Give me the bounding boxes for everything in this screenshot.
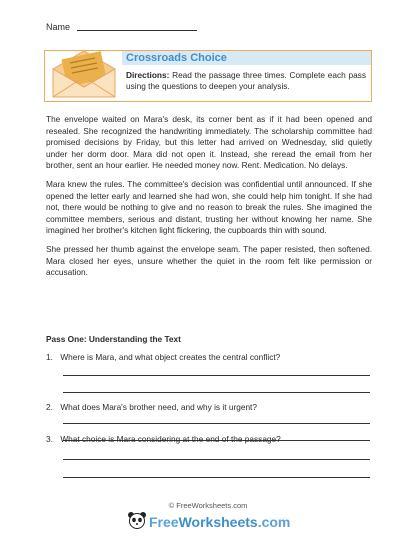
question-1: [46, 352, 376, 362]
logo-worksheets: Worksheets: [178, 513, 258, 530]
directions: [126, 70, 366, 92]
name-row: [46, 22, 197, 32]
passage-paragraph: She pressed her thumb against the envelope seam. The paper resisted, then softened. Mara closed her eyes, unsure whether the quiet in the room felt like permission or accusation.: [46, 243, 372, 278]
question-number: 1.: [46, 352, 53, 362]
passage-paragraph: Mara knew the rules. The committee's decision was confidential until announced. If she opened the letter early and learned she had won, she could help him tonight. If she had not, there would be nothing to give and no reason to break the rules. She imagined the committee members, serious and distant, trusting her without knowing her name. She imagined her brother's kitchen light flickering, the cupboards thin with sound.: [46, 178, 372, 236]
question-2: [46, 402, 376, 412]
name-label: Name: [46, 22, 71, 32]
question-text: What choice is Mara considering at the end of the passage?: [60, 434, 281, 444]
header-box: [44, 50, 372, 102]
panda-logo-icon: [127, 511, 147, 532]
answer-line[interactable]: [63, 423, 370, 424]
directions-label: Directions:: [126, 70, 170, 80]
passage: [46, 114, 372, 286]
answer-line[interactable]: [63, 459, 370, 460]
question-text: What does Mara's brother need, and why is it urgent?: [60, 402, 257, 412]
worksheet-title: Crossroads Choice: [126, 52, 227, 64]
passage-paragraph: The envelope waited on Mara's desk, its corner bent as if it had been opened and resealed. She recognized the handwriting immediately. The scholarship committee had promised decisions by Friday, but this letter had arrived on Wednesday, slid quietly under her dorm door. Mara did not open it. Instead, she reread the email from her brother, sent an hour earlier. He needed money now. Rent. Medication. No delays.: [46, 114, 372, 171]
logo-free: Free: [149, 513, 179, 530]
question-number: 3.: [46, 434, 53, 444]
name-field[interactable]: [77, 30, 197, 31]
question-3: [46, 434, 376, 444]
question-text: Where is Mara, and what object creates the central conflict?: [60, 352, 281, 362]
directions-text: Read the passage three times. Complete each pass using the questions to deepen your analysis.: [126, 70, 366, 91]
footer-logo: [127, 511, 290, 532]
footer-copyright: © FreeWorksheets.com: [168, 501, 248, 510]
logo-com: .com: [257, 513, 291, 530]
envelope-icon: [51, 47, 117, 104]
section-title: Pass One: Understanding the Text: [46, 334, 181, 344]
answer-line[interactable]: [63, 392, 370, 393]
answer-line[interactable]: [63, 477, 370, 478]
answer-line[interactable]: [63, 375, 370, 376]
question-number: 2.: [46, 402, 53, 412]
